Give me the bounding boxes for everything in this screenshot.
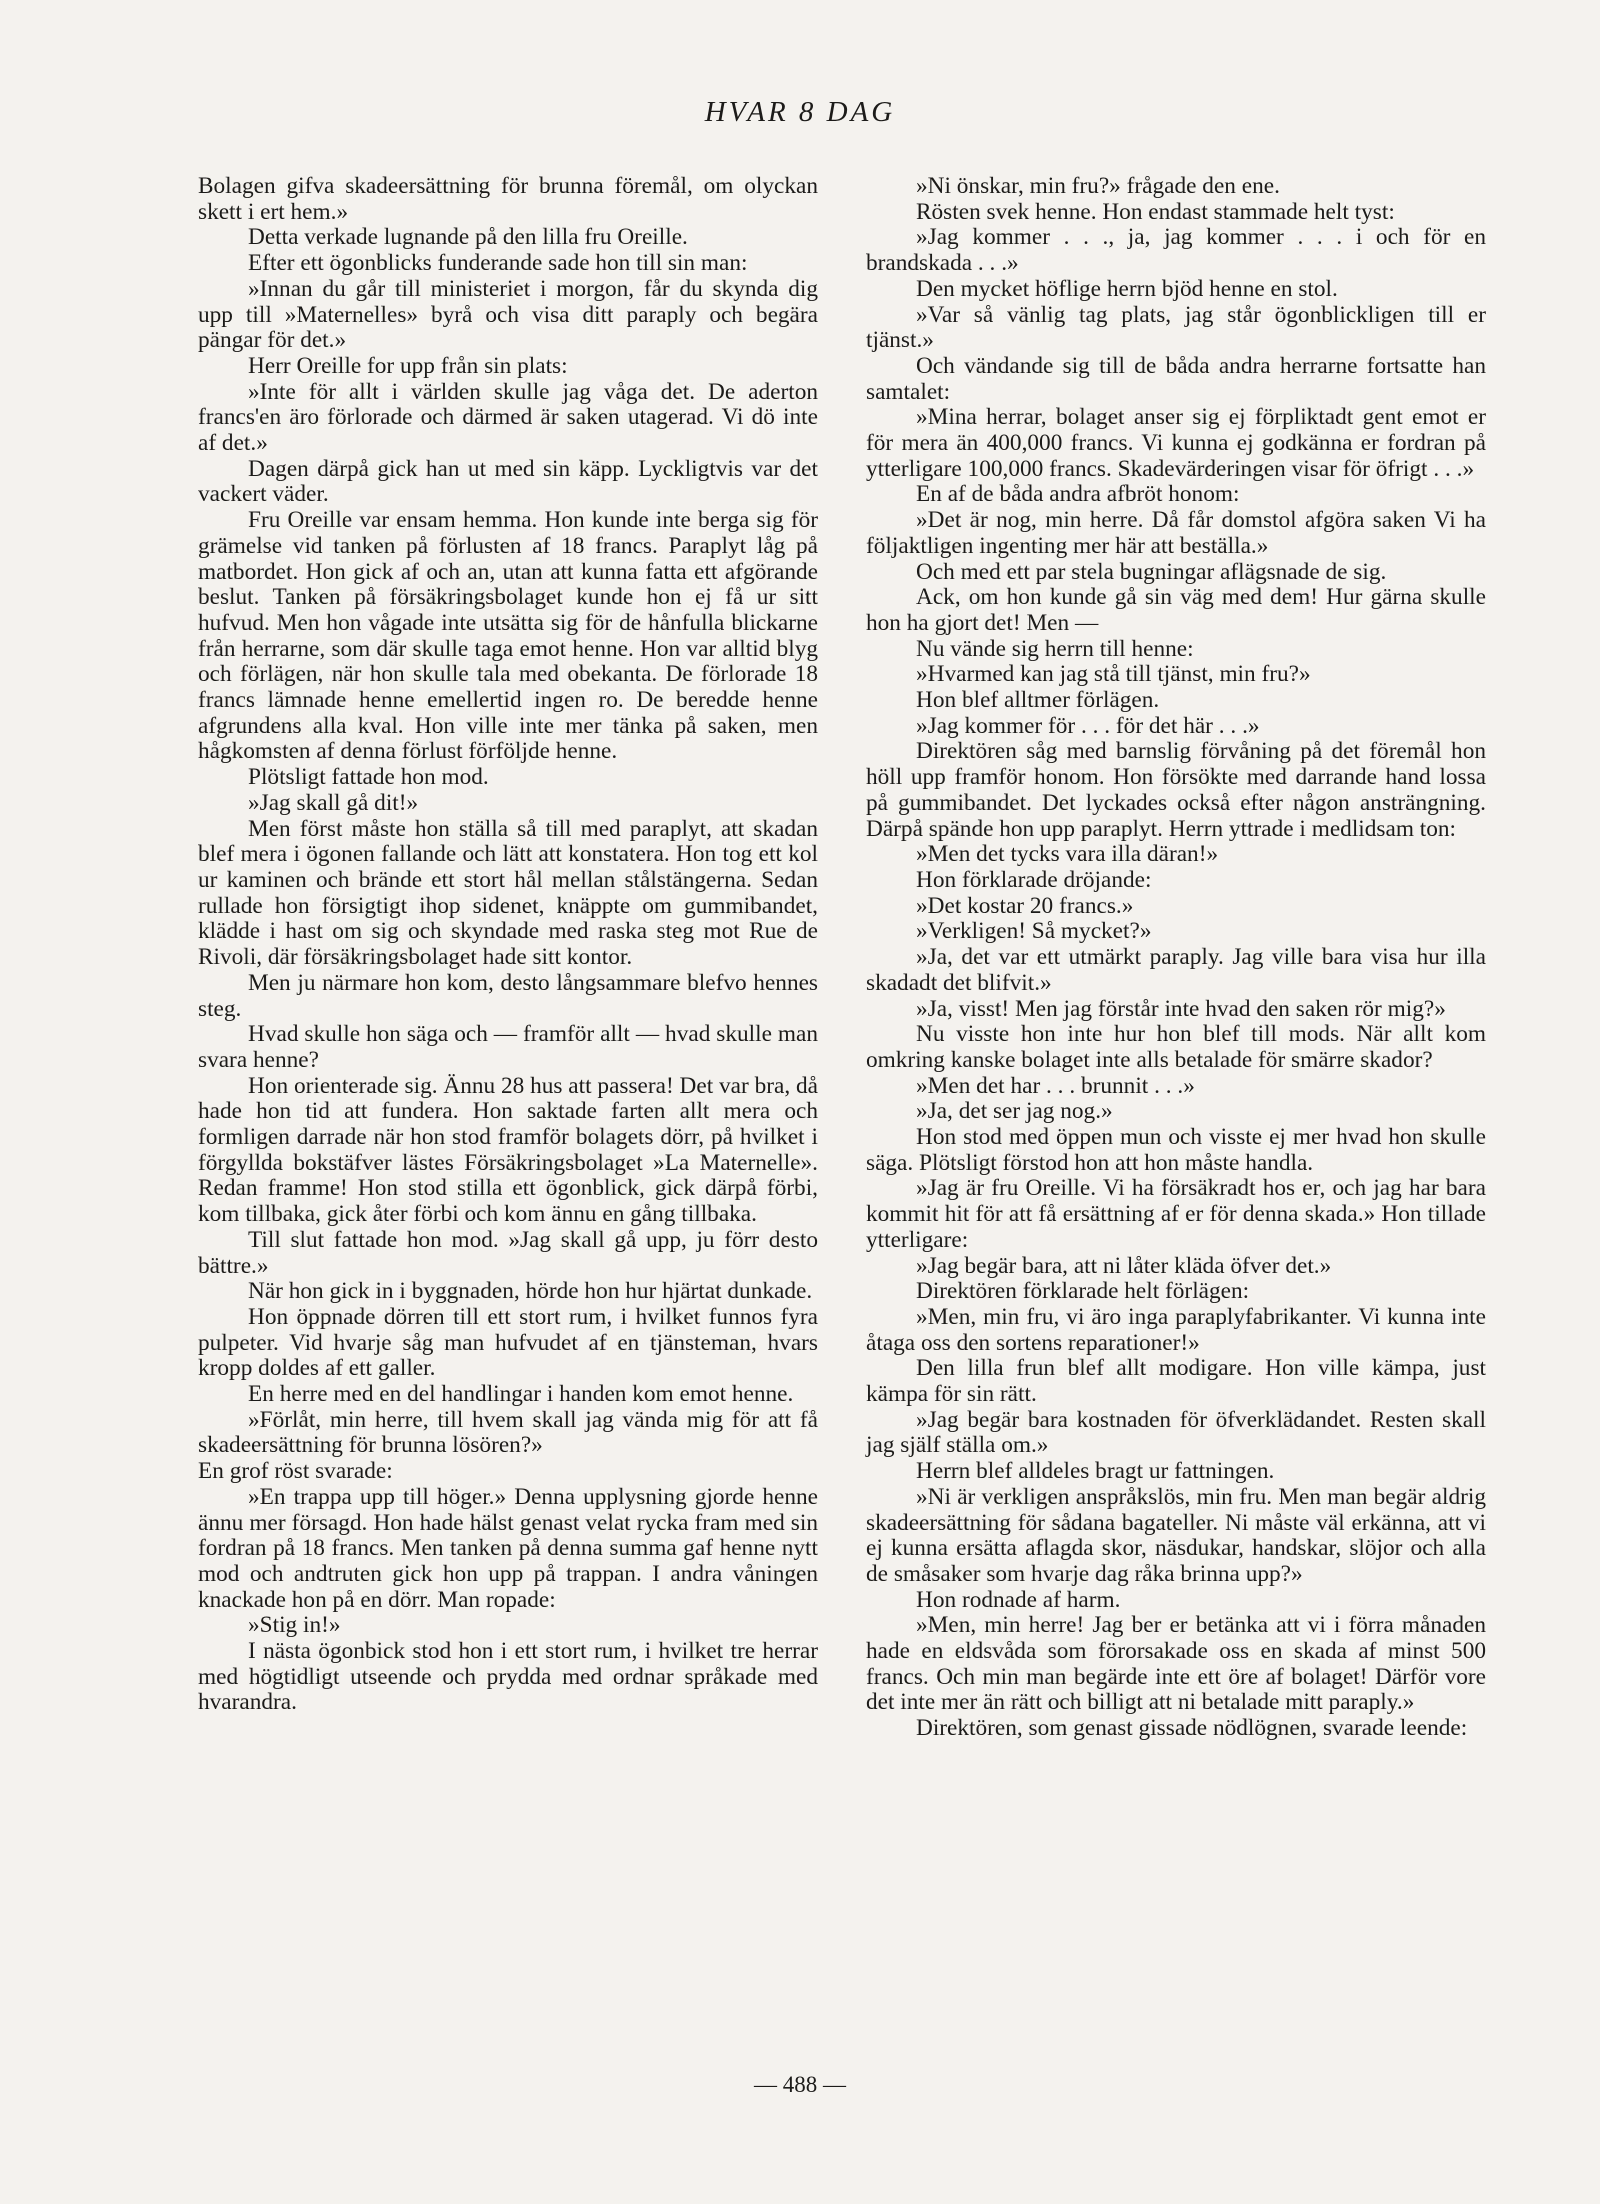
paragraph: När hon gick in i byggnaden, hörde hon hur hjärtat dunkade. [248, 1278, 813, 1305]
paragraph: Herrn blef alldeles bragt ur fattningen. [916, 1458, 1275, 1485]
paragraph: Hon öppnade dörren till ett stort rum, i hvilket funnos fyra pulpeter. Vid hvarje såg man hufvudet af en tjänsteman, hvars kropp doldes af ett galler. [198, 1303, 818, 1382]
paragraph: Den mycket höflige herrn bjöd henne en stol. [916, 275, 1338, 302]
paragraph: Hon blef alltmer förlägen. [916, 687, 1160, 714]
paragraph: »Verkligen! Så mycket?» [916, 918, 1152, 945]
paragraph: I nästa ögonbick stod hon i ett stort rum, i hvilket tre herrar med högtidligt utseende och prydda med ordnar språkade med hvarandra. [198, 1638, 818, 1716]
paragraph: Men ju närmare hon kom, desto långsammare blefvo hennes steg. [198, 969, 818, 1022]
paragraph: En herre med en del handlingar i handen kom emot henne. [248, 1381, 794, 1408]
paragraph: Och med ett par stela bugningar aflägsnade de sig. [916, 558, 1387, 585]
paragraph: Hon stod med öppen mun och visste ej mer hvad hon skulle säga. Plötsligt förstod hon att hon måste handla. [866, 1124, 1486, 1176]
paragraph: »Inte för allt i världen skulle jag våga det. De aderton francs'en äro förlorade och därmed är saken utagerad. Vi dö inte af det.» [198, 378, 818, 457]
paragraph: »Jag kommer . . ., ja, jag kommer . . . i och för en brandskada . . .» [866, 224, 1486, 277]
paragraph: Men först måste hon ställa så till med paraplyt, att skadan blef mera i ögonen fallande och lätt att konstatera. Hon tog ett kol ur kaminen och brände ett stort hål mellan stålstängerna. Sedan rullade hon försigtigt ihop sidenet, knäppte om gummibandet, klädde i hast om sig och skyndade med raska steg mot Rue de Rivoli, där försäkringsbolaget hade sitt kontor. [198, 815, 818, 971]
paragraph: Direktören, som genast gissade nödlögnen, svarade leende: [916, 1715, 1468, 1742]
paragraph: »Ni är verkligen anspråkslös, min fru. Men man begär aldrig skadeersättning för sådana bagateller. Ni måste väl erkänna, att vi ej kunna ersätta aflagda skor, näsdukar, handskar, slöjor och alla de småsaker som hvarje dag råka brinna upp?» [866, 1483, 1486, 1587]
paragraph: »Jag är fru Oreille. Vi ha försäkradt hos er, och jag har bara kommit hit för att få ersättning af er för denna skada.» Hon tillade ytterligare: [866, 1175, 1486, 1253]
paragraph: »Förlåt, min herre, till hvem skall jag vända mig för att få skadeersättning för brunna lösören?» [198, 1406, 818, 1459]
paragraph: Och vändande sig till de båda andra herrarne fortsatte han samtalet: [866, 352, 1486, 405]
right-text-column [866, 174, 1486, 1742]
paragraph: »Jag kommer för . . . för det här . . .» [916, 712, 1260, 739]
paragraph: Detta verkade lugnande på den lilla fru Oreille. [248, 224, 688, 251]
paragraph: Till slut fattade hon mod. »Jag skall gå upp, ju förr desto bättre.» [198, 1226, 818, 1279]
paragraph: »Innan du går till ministeriet i morgon, får du skynda dig upp till »Maternelles» byrå och visa ditt paraply och begära pängar för det.» [198, 275, 818, 354]
paragraph: Den lilla frun blef allt modigare. Hon ville kämpa, just kämpa för sin rätt. [866, 1355, 1486, 1408]
paragraph: Hon förklarade dröjande: [916, 866, 1152, 893]
paragraph: Efter ett ögonblicks funderande sade hon till sin man: [248, 250, 748, 277]
paragraph: »Ni önskar, min fru?» frågade den ene. [916, 173, 1280, 199]
paragraph: »En trappa upp till höger.» Denna upplysning gjorde henne ännu mer försagd. Hon hade hälst genast velat rycka fram med sin fordran på 18 francs. Men tanken på denna summa gaf henne nytt mod och andtruten gick hon upp på trappan. I andra våningen knackade hon på en dörr. Man ropade: [198, 1483, 818, 1613]
running-title: HVAR 8 DAG [704, 96, 896, 128]
paragraph: »Jag begär bara kostnaden för öfverklädandet. Resten skall jag själf ställa om.» [866, 1406, 1486, 1459]
paragraph: »Ja, visst! Men jag förstår inte hvad den saken rör mig?» [916, 995, 1446, 1022]
paragraph: »Ja, det var ett utmärkt paraply. Jag ville bara visa hur illa skadadt det blifvit.» [866, 944, 1486, 996]
paragraph: »Mina herrar, bolaget anser sig ej förpliktadt gent emot er för mera än 400,000 francs. Vi kunna ej godkänna er fordran på ytterligare 100,000 francs. Skadevärderingen visar för öfrigt . . .» [866, 404, 1486, 482]
paragraph: Nu vände sig herrn till henne: [916, 635, 1194, 662]
paragraph: »Hvarmed kan jag stå till tjänst, min fru?» [916, 661, 1311, 688]
paragraph: »Stig in!» [248, 1612, 341, 1639]
paragraph: Hon rodnade af harm. [916, 1586, 1121, 1613]
paragraph: Rösten svek henne. Hon endast stammade helt tyst: [916, 198, 1395, 225]
paragraph: Nu visste hon inte hur hon blef till mods. När allt kom omkring kanske bolaget inte alls betalade för smärre skador? [866, 1021, 1486, 1073]
paragraph: Ack, om hon kunde gå sin väg med dem! Hur gärna skulle hon ha gjort det! Men — [866, 584, 1486, 636]
paragraph: Direktören såg med barnslig förvåning på det föremål hon höll upp framför honom. Hon försökte med darrande hand lossa på gummibandet. Det lyckades också efter någon ansträngning. Därpå spände hon upp paraplyt. Herrn yttrade i medlidsam ton: [866, 738, 1486, 842]
paragraph: »Det kostar 20 francs.» [916, 892, 1134, 919]
paragraph: »Men, min herre! Jag ber er betänka att vi i förra månaden hade en eldsvåda som förorsakade oss en skada af minst 500 francs. Och min man begärde inte ett öre af bolaget! Därför vore det inte mer än rätt och billigt att ni betalade mitt paraply.» [866, 1612, 1486, 1716]
paragraph: Plötsligt fattade hon mod. [248, 764, 489, 791]
paragraph: »Men, min fru, vi äro inga paraplyfabrikanter. Vi kunna inte åtaga oss den sortens reparationer!» [866, 1303, 1486, 1356]
paragraph: »Men det har . . . brunnit . . .» [916, 1072, 1195, 1099]
paragraph: »Det är nog, min herre. Då får domstol afgöra saken Vi ha följaktligen ingenting mer här att beställa.» [866, 507, 1486, 559]
paragraph: Hvad skulle hon säga och — framför allt — hvad skulle man svara henne? [198, 1021, 818, 1073]
left-text-column [198, 174, 818, 1716]
paragraph: »Men det tycks vara illa däran!» [916, 841, 1219, 868]
paragraph: »Ja, det ser jag nog.» [916, 1098, 1113, 1125]
paragraph: En af de båda andra afbröt honom: [916, 481, 1240, 508]
paragraph: Dagen därpå gick han ut med sin käpp. Lyckligtvis var det vackert väder. [198, 455, 818, 508]
paragraph: Fru Oreille var ensam hemma. Hon kunde inte berga sig för grämelse vid tanken på förlusten af 18 francs. Paraplyt låg på matbordet. Hon gick af och an, utan att kunna fatta ett afgörande beslut. Tanken på försäkringsbolaget kunde hon ej få ur sitt hufvud. Men hon vågade inte utsätta sig för de hånfulla blickarne från herrarne, som där skulle taga emot henne. Hon var alltid blyg och förlägen, när hon skulle tala med obekanta. De förlorade 18 francs lämnade henne emellertid ingen ro. De beredde henne afgrundens alla kval. Hon ville inte mer tänka på saken, men hågkomsten af denna förlust förföljde henne. [198, 507, 818, 765]
paragraph: »Var så vänlig tag plats, jag står ögonblickligen till er tjänst.» [866, 301, 1486, 354]
paragraph: En grof röst svarade: [198, 1458, 393, 1485]
paragraph: Bolagen gifva skadeersättning för brunna föremål, om olyckan skett i ert hem.» [198, 173, 818, 225]
paragraph: Direktören förklarade helt förlägen: [916, 1278, 1250, 1305]
page-number: — 488 — [754, 2072, 846, 2097]
paragraph: »Jag begär bara, att ni låter kläda öfver det.» [916, 1252, 1332, 1279]
paragraph: Hon orienterade sig. Ännu 28 hus att passera! Det var bra, då hade hon tid att fundera. Hon saktade farten allt mera och formligen darrade när hon stod framför bolagets dörr, på hvilket i förgyllda bokstäfver lästes Försäkringsbolaget »La Maternelle». Redan framme! Hon stod stilla ett ögonblick, gick därpå förbi, kom tillbaka, gick åter förbi och kom ännu en gång tillbaka. [198, 1072, 818, 1228]
paragraph: Herr Oreille for upp från sin plats: [248, 352, 568, 379]
paragraph: »Jag skall gå dit!» [248, 789, 419, 816]
